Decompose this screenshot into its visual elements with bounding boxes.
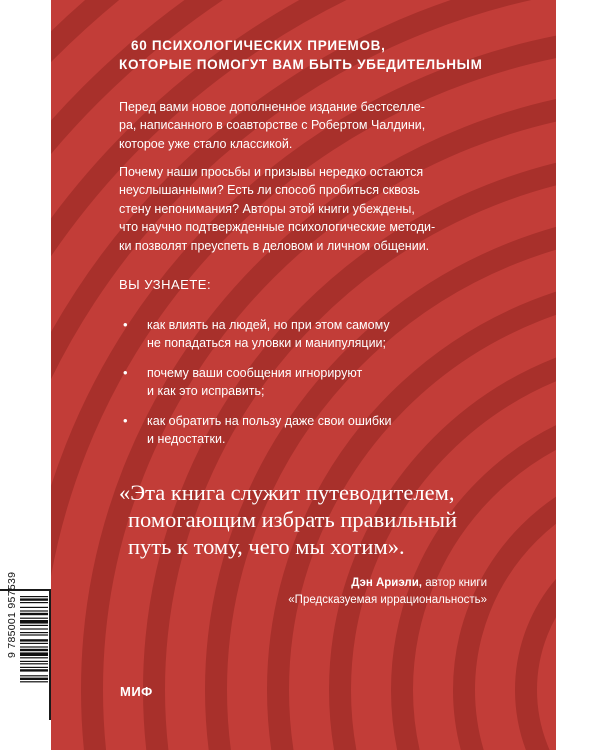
bullet-1-line-1: как влиять на людей, но при этом самому [147, 318, 390, 332]
quote-attribution [288, 575, 487, 609]
barcode-bar [20, 620, 48, 624]
quote-line-3: путь к тому, чего мы хотим». [128, 534, 405, 559]
headline-line-2: КОТОРЫЕ ПОМОГУТ ВАМ БЫТЬ УБЕДИТЕЛЬНЫМ [119, 57, 483, 72]
attribution-author: Дэн Ариэли, [351, 577, 422, 589]
barcode-bar [20, 663, 48, 664]
bullet-1-line-2: не попадаться на уловки и манипуляции; [147, 336, 387, 351]
quote-line-1: «Эта книга служит путеводителем, [119, 480, 455, 505]
barcode-bar [20, 602, 48, 603]
bullet-2-line-2: и как это исправить; [147, 384, 265, 399]
intro-line-3: которое уже стало классикой. [119, 136, 293, 151]
barcode-bar [20, 643, 48, 644]
quote [119, 479, 556, 560]
barcode-bar [20, 649, 48, 651]
barcode-bar [20, 675, 48, 676]
barcode-bar [20, 598, 48, 600]
barcode-bar [20, 667, 48, 668]
barcode-bar [20, 646, 48, 647]
barcode-bar [20, 678, 48, 680]
barcode-bar [20, 613, 48, 615]
barcode-digits: 9 785001 957539 [6, 571, 18, 658]
intro-line-2: ра, написанного в соавторстве с Робертом Чалдини, [119, 118, 426, 133]
problem-line-1: Почему наши просьбы и призывы нередко остаются [119, 165, 424, 179]
barcode-bar [20, 661, 48, 662]
intro-paragraph [119, 98, 539, 153]
attribution-book: «Предсказуемая иррациональность» [288, 594, 487, 606]
headline [119, 36, 539, 74]
problem-line-5: ки позволят преуспеть в деловом и личном общении. [119, 238, 430, 253]
publisher-logo: МИФ [120, 684, 153, 699]
barcode-bar [20, 628, 48, 629]
learn-heading: ВЫ УЗНАЕТЕ: [119, 277, 212, 292]
barcode-bars [20, 596, 48, 714]
barcode-bar [20, 632, 48, 633]
bullet-marker: • [123, 413, 128, 428]
barcode-bar [20, 652, 48, 656]
barcode-bar [20, 657, 48, 658]
barcode-bar [20, 625, 48, 626]
barcode-bar [20, 596, 48, 597]
background-ring [526, 530, 556, 750]
bullet-3-line-2: и недостатки. [147, 432, 226, 447]
problem-line-2: неуслышанными? Есть ли способ пробиться сквозь [119, 183, 420, 198]
barcode-bar [20, 669, 48, 671]
problem-line-4: что научно подтвержденные психологические методи- [119, 220, 436, 235]
barcode-bar [20, 634, 48, 635]
bullet-2-line-1: почему ваши сообщения игнорируют [147, 366, 363, 380]
bullet-marker: • [123, 317, 128, 332]
attribution-role: автор книги [422, 577, 487, 589]
quote-line-2: помогающим избрать правильный [128, 507, 457, 532]
problem-paragraph [119, 163, 539, 255]
intro-line-1: Перед вами новое дополненное издание бестселле- [119, 100, 425, 114]
barcode-bar [20, 618, 48, 619]
book-back-cover [51, 0, 556, 750]
barcode-bar [20, 681, 48, 682]
bullet-3-line-1: как обратить на пользу даже свои ошибки [147, 414, 392, 428]
headline-line-1: 60 ПСИХОЛОГИЧЕСКИХ ПРИЕМОВ, [131, 38, 386, 53]
problem-line-3: стену непонимания? Авторы этой книги убеждены, [119, 201, 415, 216]
bullet-marker: • [123, 365, 128, 380]
barcode-bar [20, 607, 48, 608]
barcode-bar [20, 610, 48, 611]
barcode-bar [20, 639, 48, 641]
